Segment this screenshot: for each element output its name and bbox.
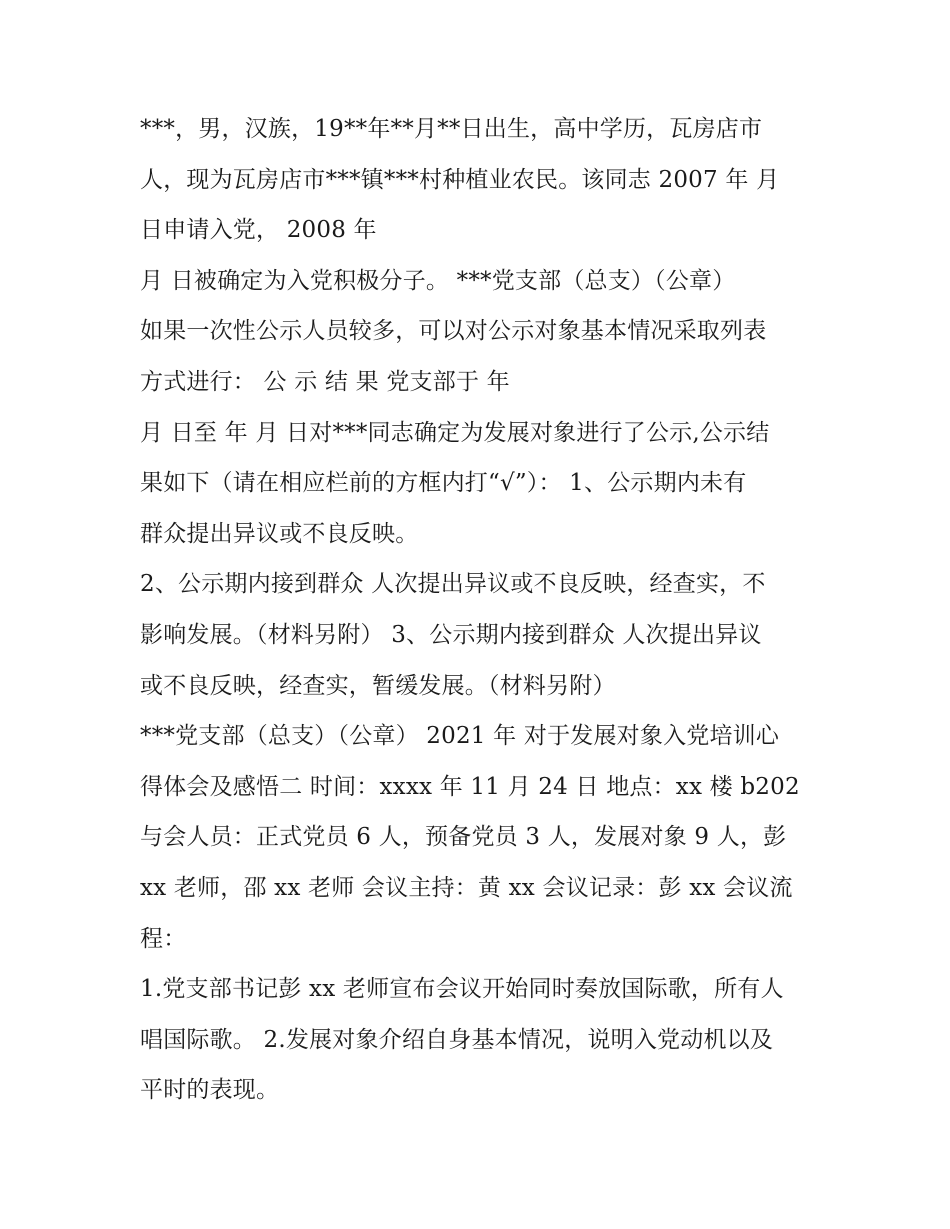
text-line: 1.党支部书记彭 xx 老师宣布会议开始同时奏放国际歌，所有人 [140,976,784,1003]
text-line: 人，现为瓦房店市***镇***村种植业农民。该同志 2007 年 月 [140,166,780,193]
text-line: ***党支部（总支）（公章） 2021 年 对于发展对象入党培训心 [140,723,780,750]
text-line: 与会人员：正式党员 6 人，预备党员 3 人，发展对象 9 人，彭 [140,824,787,851]
text-line: 平时的表现。 [140,1077,280,1104]
text-line: 月 日被确定为入党积极分子。 ***党支部（总支）（公章） [140,267,736,294]
text-line: xx 老师，邵 xx 老师 会议主持：黄 xx 会议记录：彭 xx 会议流 [140,874,793,901]
text-line: 唱国际歌。 2.发展对象介绍自身基本情况，说明入党动机以及 [140,1026,774,1053]
text-line: 月 日至 年 月 日对***同志确定为发展对象进行了公示,公示结 [140,419,770,446]
text-line: 日申请入党， 2008 年 [140,217,377,244]
text-line: 得体会及感悟二 时间：xxxx 年 11 月 24 日 地点：xx 楼 b202 [140,773,800,800]
text-line: ***，男，汉族，19**年**月**日出生，高中学历，瓦房店市 [140,116,763,142]
text-line: 群众提出异议或不良反映。 [140,520,419,547]
text-line: 果如下（请在相应栏前的方框内打“√”）： 1、公示期内未有 [140,470,747,497]
text-line: 影响发展。（材料另附） 3、公示期内接到群众 人次提出异议 [140,621,762,648]
text-line: 方式进行： 公 示 结 果 党支部于 年 [140,368,510,395]
document-body [140,109,840,1121]
text-line: 2、公示期内接到群众 人次提出异议或不良反映，经查实，不 [140,571,766,598]
text-line: 如果一次性公示人员较多，可以对公示对象基本情况采取列表 [140,318,767,345]
text-line: 程： [140,925,187,952]
text-line: 或不良反映，经查实，暂缓发展。（材料另附） [140,672,616,699]
